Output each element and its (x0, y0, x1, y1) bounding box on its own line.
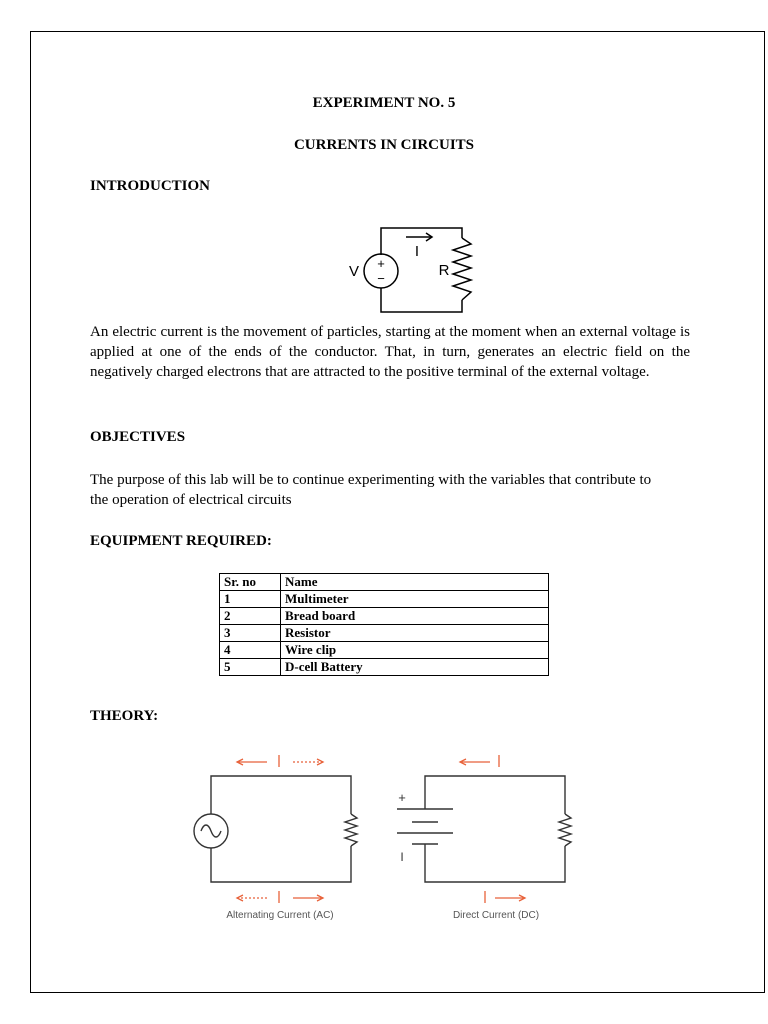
introduction-heading: INTRODUCTION (90, 178, 211, 194)
battery-plus-label: + (398, 790, 406, 805)
row-number: 5 (220, 659, 281, 676)
current-label: I (414, 243, 420, 260)
header-sr-no: Sr. no (220, 574, 281, 591)
battery-minus-label: I (400, 850, 404, 864)
row-number: 2 (220, 608, 281, 625)
table-row (220, 591, 549, 608)
introduction-paragraph: An electric current is the movement of particles, starting at the moment when an external voltage is applied at one of the ends of the conductor. That, in turn, generates an electric field on the negatively charged electrons that are attracted to the positive terminal of the external voltage. (90, 324, 690, 380)
table-row (220, 625, 549, 642)
table-row (220, 642, 549, 659)
row-item-name: Bread board (281, 608, 549, 625)
voltage-label: V (348, 263, 360, 280)
equipment-table (219, 573, 549, 676)
row-number: 4 (220, 642, 281, 659)
table-header-row (220, 574, 549, 591)
intro-circuit-diagram (340, 220, 485, 320)
plus-sign: + (377, 256, 385, 271)
equipment-heading: EQUIPMENT REQUIRED: (90, 533, 272, 549)
row-item-name: D-cell Battery (281, 659, 549, 676)
theory-heading: THEORY: (90, 708, 159, 724)
header-name: Name (281, 574, 549, 591)
row-item-name: Wire clip (281, 642, 549, 659)
table-row (220, 659, 549, 676)
row-item-name: Resistor (281, 625, 549, 642)
objectives-heading: OBJECTIVES (90, 429, 186, 445)
ac-caption: Alternating Current (AC) (226, 910, 334, 921)
table-row (220, 608, 549, 625)
experiment-subtitle: CURRENTS IN CIRCUITS (293, 137, 475, 153)
resistor-label: R (438, 262, 450, 279)
experiment-title: EXPERIMENT NO. 5 (312, 95, 456, 111)
dc-caption: Direct Current (DC) (452, 910, 540, 921)
row-number: 3 (220, 625, 281, 642)
row-item-name: Multimeter (281, 591, 549, 608)
objectives-paragraph: The purpose of this lab will be to continue experimenting with the variables that contribute to the operation of electrical circuits (90, 472, 652, 508)
row-number: 1 (220, 591, 281, 608)
ac-dc-circuit-diagram (185, 745, 580, 930)
minus-sign: − (377, 271, 385, 286)
